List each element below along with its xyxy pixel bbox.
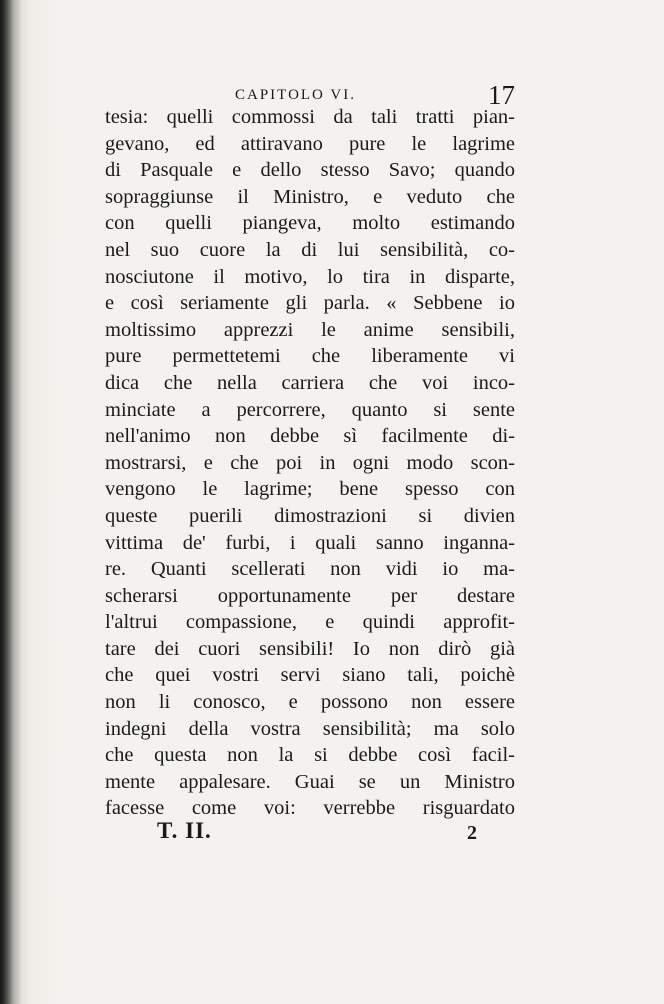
text-line: mente appalesare. Guai se un Ministro bbox=[105, 770, 515, 793]
text-line: non li conosco, e possono non essere bbox=[105, 691, 515, 714]
text-line: dica che nella carriera che voi inco- bbox=[105, 371, 515, 394]
text-line: l'altrui compassione, e quindi approfit- bbox=[105, 611, 515, 634]
text-line: scherarsi opportunamente per destare bbox=[105, 584, 515, 607]
text-line: che quei vostri servi siano tali, poichè bbox=[105, 664, 515, 687]
binding-shadow bbox=[0, 0, 22, 1004]
text-line: tesia: quelli commossi da tali tratti pian- bbox=[105, 106, 515, 128]
page-footer bbox=[105, 818, 515, 848]
text-line: sopraggiunse il Ministro, e veduto che bbox=[105, 185, 515, 208]
text-line: pure permettetemi che liberamente vi bbox=[105, 345, 515, 368]
chapter-title: CAPITOLO VI. bbox=[235, 87, 356, 103]
text-line: con quelli piangeva, molto estimando bbox=[105, 212, 515, 235]
text-line: re. Quanti scellerati non vidi io ma- bbox=[105, 558, 515, 581]
text-line: tare dei cuori sensibili! Io non dirò già bbox=[105, 637, 515, 660]
text-line: vittima de' furbi, i quali sanno inganna- bbox=[105, 531, 515, 554]
text-line: che questa non la si debbe così facil- bbox=[105, 744, 515, 767]
text-line: di Pasquale e dello stesso Savo; quando bbox=[105, 159, 515, 182]
text-line: nosciutone il motivo, lo tira in disparte, bbox=[105, 265, 515, 288]
text-line: minciate a percorrere, quanto si sente bbox=[105, 398, 515, 421]
text-line: gevano, ed attiravano pure le lagrime bbox=[105, 132, 515, 155]
text-line: moltissimo apprezzi le anime sensibili, bbox=[105, 318, 515, 341]
text-line: facesse come voi: verrebbe risguardato bbox=[105, 797, 515, 820]
text-line: queste puerili dimostrazioni si divien bbox=[105, 504, 515, 527]
text-line: nel suo cuore la di lui sensibilità, co- bbox=[105, 238, 515, 261]
volume-signature: T. II. bbox=[157, 818, 212, 843]
text-line: vengono le lagrime; bene spesso con bbox=[105, 478, 515, 501]
text-line: e così seriamente gli parla. « Sebbene io bbox=[105, 292, 515, 315]
page-number: 17 bbox=[488, 80, 515, 110]
text-line: indegni della vostra sensibilità; ma solo bbox=[105, 717, 515, 740]
text-line: nell'animo non debbe sì facilmente di- bbox=[105, 425, 515, 448]
gathering-number: 2 bbox=[467, 822, 477, 844]
text-line: mostrarsi, e che poi in ogni modo scon- bbox=[105, 451, 515, 474]
body-text bbox=[105, 104, 515, 822]
